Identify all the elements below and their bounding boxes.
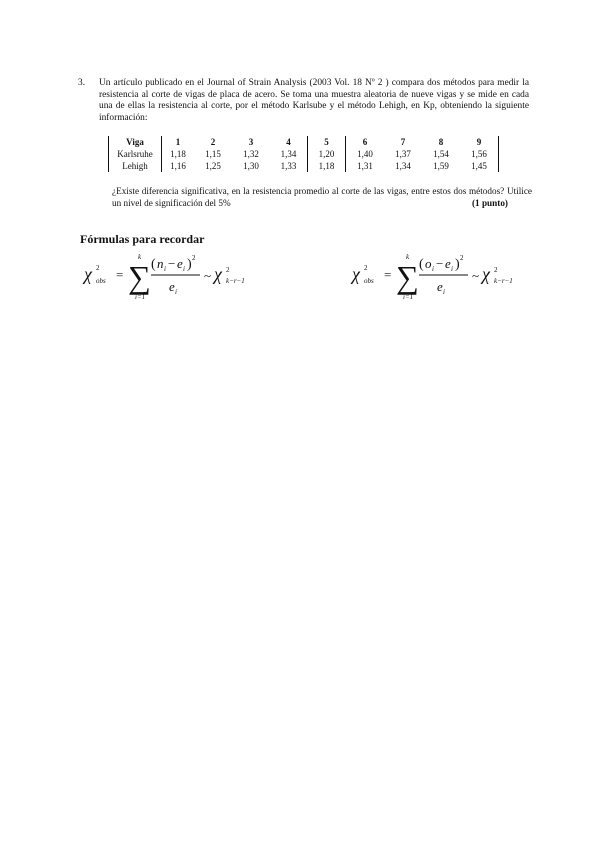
formula-rhs-chi: χ xyxy=(482,264,490,284)
table-cell: 1,59 xyxy=(433,160,449,171)
formula-num-close: ) xyxy=(455,257,460,272)
table-cell: 1,18 xyxy=(308,160,346,172)
formula-lhs-chi: χ xyxy=(84,264,92,284)
table-header-cell: Viga xyxy=(109,136,162,148)
formula-num-sub2: i xyxy=(451,265,453,273)
table-row-label: Lehigh xyxy=(109,160,162,172)
beam-strength-table xyxy=(108,136,499,172)
table-cell: 1,25 xyxy=(205,160,221,171)
formula-num-sup: 2 xyxy=(192,254,196,262)
table-cell: 1,40 xyxy=(357,148,373,159)
table-cell: 1,34 xyxy=(270,148,308,160)
formula-lhs-sub: obs xyxy=(96,277,106,285)
formula-sum-lower: i=1 xyxy=(135,293,146,301)
table-header-cell: 4 xyxy=(270,136,308,148)
formula-num-sub1: i xyxy=(164,265,166,273)
table-cell: 1,18 xyxy=(162,148,195,160)
formula-sigma: ∑ xyxy=(396,259,419,295)
formula-denominator: e xyxy=(437,279,443,294)
formula-den-sub: i xyxy=(175,288,177,296)
formula-num-open: ( xyxy=(151,257,156,272)
formula-equals: = xyxy=(384,267,392,282)
formula-lhs-chi: χ xyxy=(352,264,360,284)
formula-svg xyxy=(348,248,548,308)
formula-num-minus: − xyxy=(168,256,176,271)
table-header-cell: 3 xyxy=(248,136,254,147)
formula-lhs-sup: 2 xyxy=(96,264,100,272)
problem-statement: Un artículo publicado en el Journal of Strain Analysis (2003 Vol. 18 Nº 2 ) compara dos métodos para medir la resistencia al corte de vigas de placa de acero. Se toma una muestra aleatoria de nueve vigas y se mide en cada una de ellas la resistencia al corte, por el método Karlsube y el método Lehigh, en Kp, obteniendo la siguiente información: xyxy=(99,78,529,123)
chi-square-formula-left xyxy=(80,248,280,308)
formula-num-e: e xyxy=(445,256,451,271)
formula-num-e: e xyxy=(177,256,183,271)
table-header-row xyxy=(109,136,499,148)
formula-num-n: n xyxy=(157,256,164,271)
formula-sum-lower: i=1 xyxy=(403,293,414,301)
formula-num-sub2: i xyxy=(183,265,185,273)
table-header-cell: 5 xyxy=(308,136,346,148)
table-row-karlsruhe xyxy=(109,148,499,160)
formula-tilde: ~ xyxy=(472,268,480,283)
table-cell: 1,34 xyxy=(395,160,411,171)
table-row-lehigh xyxy=(109,160,499,172)
table-cell: 1,16 xyxy=(162,160,195,172)
formula-tilde: ~ xyxy=(204,268,212,283)
table-cell: 1,31 xyxy=(357,160,373,171)
question-points: (1 punto) xyxy=(472,198,508,208)
formula-num-open: ( xyxy=(419,257,424,272)
table-cell: 1,15 xyxy=(205,148,221,159)
formula-num-sup: 2 xyxy=(460,254,464,262)
formula-denominator: e xyxy=(169,279,175,294)
formula-den-sub: i xyxy=(443,288,445,296)
formula-rhs-sub: k−r−1 xyxy=(494,277,513,285)
formulas-title: Fórmulas para recordar xyxy=(80,232,205,246)
table-header-cell: 9 xyxy=(460,136,499,148)
table-row-label: Karlsruhe xyxy=(109,148,162,160)
table-cell: 1,56 xyxy=(460,148,499,160)
formula-num-close: ) xyxy=(187,257,192,272)
table-header-cell: 1 xyxy=(162,136,195,148)
formula-svg xyxy=(80,248,280,308)
problem-number: 3. xyxy=(78,78,86,88)
formula-rhs-sup: 2 xyxy=(494,266,498,274)
formula-rhs-sup: 2 xyxy=(226,266,230,274)
table-cell: 1,20 xyxy=(308,148,346,160)
table-cell: 1,33 xyxy=(270,160,308,172)
formula-sigma: ∑ xyxy=(128,259,151,295)
question-text: ¿Existe diferencia significativa, en la resistencia promedio al corte de las vigas, entre estos dos métodos? Utilice un nivel de significación del 5% xyxy=(112,186,532,208)
formula-num-o: o xyxy=(425,256,432,271)
formula-equals: = xyxy=(116,267,124,282)
table-cell: 1,32 xyxy=(243,148,259,159)
formula-num-sub1: i xyxy=(432,265,434,273)
formula-rhs-sub: k−r−1 xyxy=(226,277,245,285)
table-cell: 1,37 xyxy=(395,148,411,159)
formula-sum-upper: k xyxy=(138,253,142,261)
formula-rhs-chi: χ xyxy=(214,264,222,284)
formula-sum-upper: k xyxy=(406,253,410,261)
formula-lhs-sub: obs xyxy=(364,277,374,285)
table-header-cell: 2 xyxy=(210,136,216,147)
chi-square-formula-right xyxy=(348,248,548,308)
table-cell: 1,30 xyxy=(243,160,259,171)
table-header-cell: 6 xyxy=(362,136,368,147)
formula-lhs-sup: 2 xyxy=(364,264,368,272)
table-header-cell: 7 xyxy=(400,136,406,147)
table-cell: 1,45 xyxy=(460,160,499,172)
table-header-cell: 8 xyxy=(438,136,444,147)
formula-num-minus: − xyxy=(436,256,444,271)
table-cell: 1,54 xyxy=(433,148,449,159)
